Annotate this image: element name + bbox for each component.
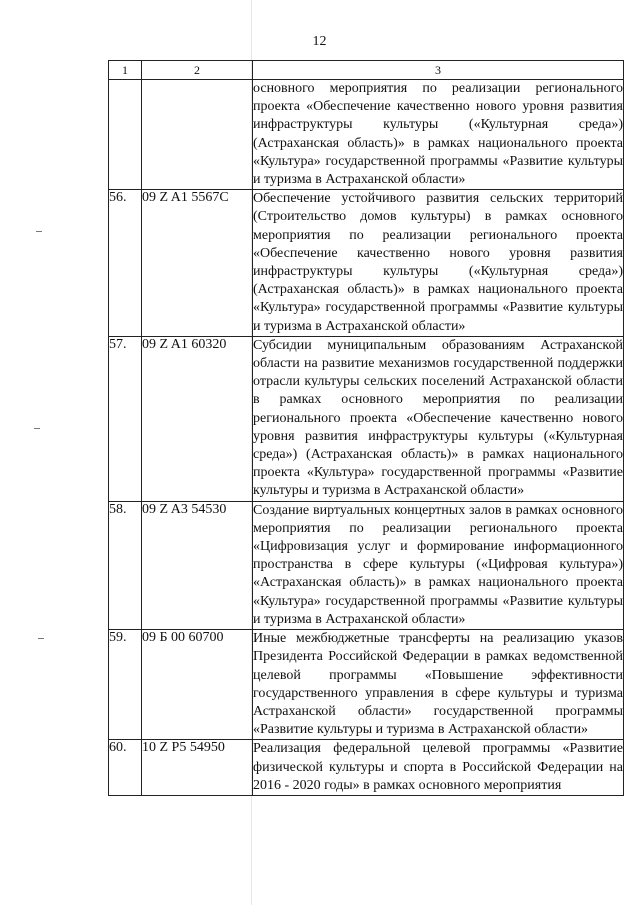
row-description: Обеспечение устойчивого развития сельских территорий (Строительство домов культуры) в рамках основного мероприятия по реализации регионального проекта «Обеспечение качественно нового уровня развития инфраструктуры культуры («Культурная среда») (Астраханская область)» в рамках национального проекта «Культура» государственной программы «Развитие культуры и туризма в Астраханской области» — [253, 190, 624, 337]
table-row — [109, 190, 624, 337]
row-number: 57. — [109, 336, 142, 501]
row-description: Иные межбюджетные трансферты на реализацию указов Президента Российской Федерации в рамках ведомственной целевой программы «Повышение эффективности государственного управления в сфере культуры и туризма Астраханской области» государственной программы «Развитие культуры и туризма в Астраханской области» — [253, 630, 624, 740]
row-code: 10 Z P5 54950 — [142, 740, 253, 796]
row-description: основного мероприятия по реализации регионального проекта «Обеспечение качественно нового уровня развития инфраструктуры культуры («Культурная среда») (Астраханская область)» в рамках национального проекта «Культура» государственной программы «Развитие культуры и туризма в Астраханской области» — [253, 80, 624, 190]
row-number — [109, 80, 142, 190]
table-row — [109, 501, 624, 629]
table-row — [109, 630, 624, 740]
scan-speck — [34, 428, 40, 432]
row-description: Субсидии муниципальным образованиям Астраханской области на развитие механизмов государственной поддержки отрасли культуры сельских поселений Астраханской области в рамках основного мероприятия по реализации регионального проекта «Обеспечение качественно нового уровня развития инфраструктуры культуры («Культурная среда») (Астраханская область)» в рамках национального проекта «Культура» государственной программы «Развитие культуры и туризма в Астраханской области» — [253, 336, 624, 501]
column-header-description: 3 — [253, 61, 624, 80]
row-number: 60. — [109, 740, 142, 796]
row-code — [142, 80, 253, 190]
row-code: 09 Z A1 60320 — [142, 336, 253, 501]
row-number: 59. — [109, 630, 142, 740]
row-description: Создание виртуальных концертных залов в рамках основного мероприятия по реализации регионального проекта «Цифровизация услуг и формирование информационного пространства в сфере культуры («Цифровая культура») «Астраханская область)» в рамках национального проекта «Культура» государственной программы «Развитие культуры и туризма в Астраханской области» — [253, 501, 624, 629]
scan-speck — [38, 638, 44, 642]
table-header-row — [109, 61, 624, 80]
table-row — [109, 80, 624, 190]
scan-speck — [36, 231, 42, 235]
table-row — [109, 740, 624, 796]
row-number: 58. — [109, 501, 142, 629]
column-header-number: 1 — [109, 61, 142, 80]
row-code: 09 Z A3 54530 — [142, 501, 253, 629]
row-description: Реализация федеральной целевой программы «Развитие физической культуры и спорта в Российской Федерации на 2016 - 2020 годы» в рамках основного мероприятия — [253, 740, 624, 796]
page-number: 12 — [312, 34, 327, 49]
column-header-code: 2 — [142, 61, 253, 80]
row-number: 56. — [109, 190, 142, 337]
budget-code-table — [108, 60, 624, 796]
row-code: 09 Б 00 60700 — [142, 630, 253, 740]
row-code: 09 Z A1 5567C — [142, 190, 253, 337]
table-row — [109, 336, 624, 501]
